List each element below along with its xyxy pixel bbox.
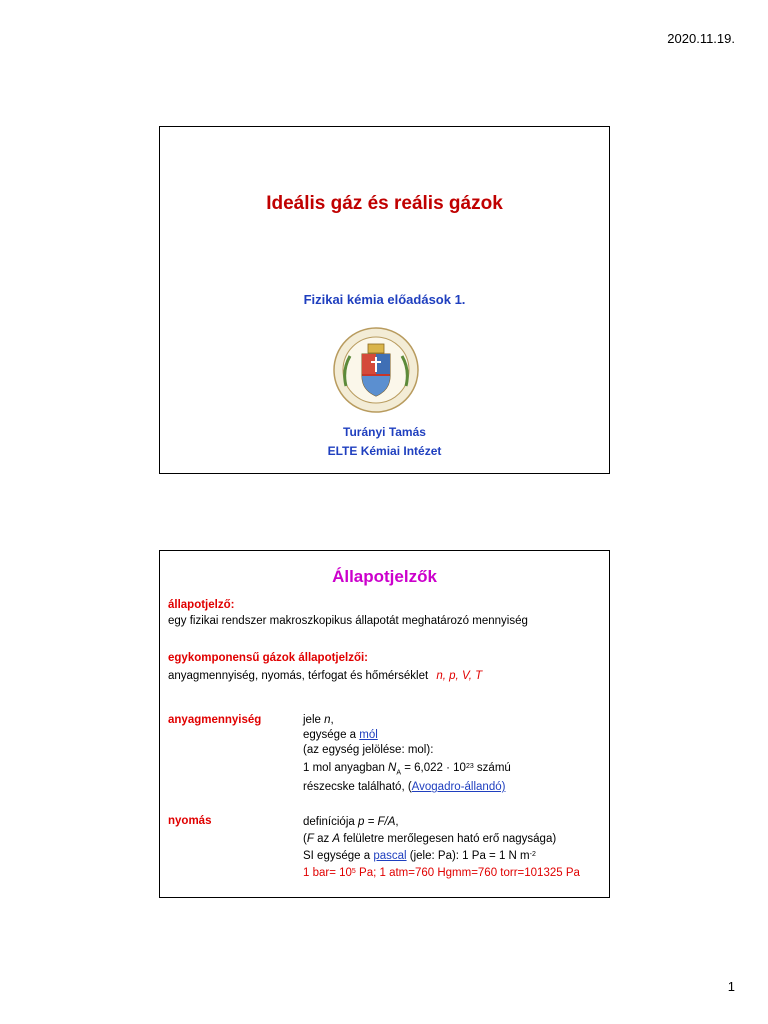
pressure-term: nyomás	[168, 815, 212, 827]
title-slide	[159, 126, 610, 474]
components-symbols: n, p, V, T	[436, 670, 483, 682]
university-seal-icon	[332, 326, 420, 414]
amount-term: anyagmennyiség	[168, 714, 262, 726]
institute-name: ELTE Kémiai Intézet	[327, 444, 442, 458]
pressure-description: definíciója p = F/A, (F az A felületre merőlegesen ható erő nagysága) SI egysége a pascal (jele: Pa): 1 Pa = 1 N $m^{-2}$ 1 $bar= 10^5$ Pa; 1 atm=760 Hgmm=760 torr=101325 Pa	[303, 816, 580, 879]
slide-subtitle: Fizikai kémia előadások 1.	[303, 292, 466, 307]
author-name: Turányi Tamás	[343, 425, 426, 439]
components-line	[168, 669, 482, 684]
page-date: 2020.11.19.	[667, 31, 735, 46]
author-block	[160, 423, 609, 461]
page-number: 1	[727, 979, 735, 994]
state-variables-slide	[159, 550, 610, 898]
components-text: anyagmennyiség, nyomás, térfogat és hőmérséklet	[168, 670, 429, 682]
slide-title: Ideális gáz és reális gázok	[266, 193, 503, 214]
definition-text: egy fizikai rendszer makroszkopikus állapotát meghatározó mennyiség	[168, 615, 528, 627]
definition-heading: állapotjelző:	[168, 599, 235, 611]
components-heading: egykomponensű gázok állapotjelzői:	[168, 652, 369, 664]
avogadro-link[interactable]: Avogadro-állandó)	[411, 781, 506, 794]
mol-link[interactable]: mól	[359, 729, 378, 741]
pascal-link[interactable]: pascal	[373, 850, 407, 862]
amount-description: jele n, egysége a mól (az egység jelölése: mol): 1 mol anyagban $N_A = 6,022 \cdot 10^{23}$ számú részecske található, (Avogadro-állandó)	[303, 714, 511, 794]
slide-title: Állapotjelzők	[332, 567, 437, 586]
